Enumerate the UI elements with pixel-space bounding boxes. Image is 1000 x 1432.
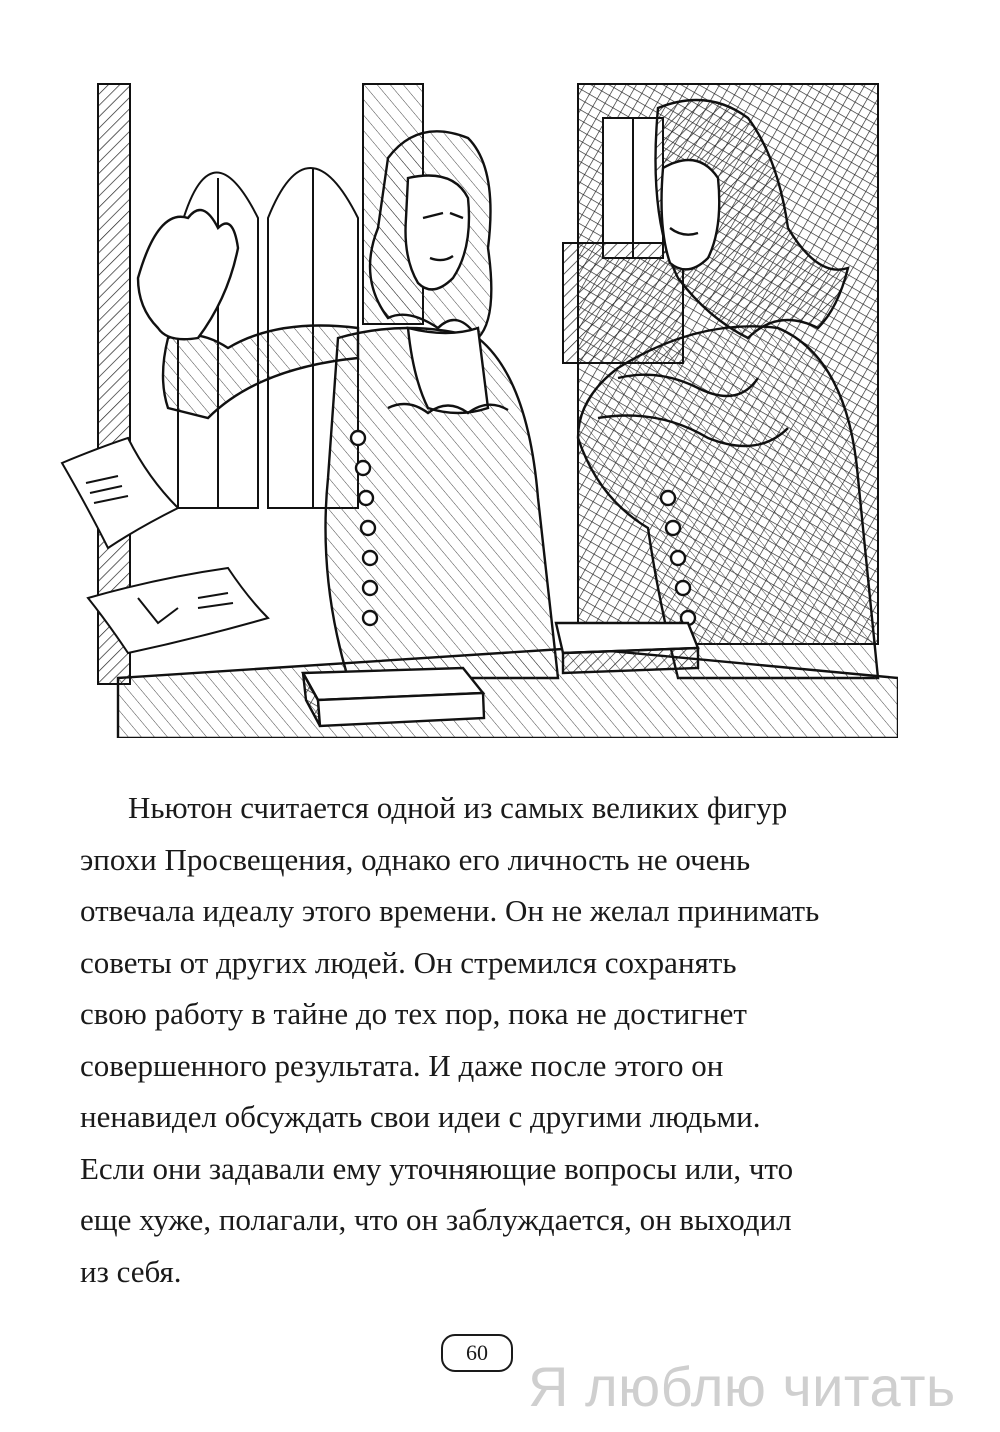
paragraph-line: еще хуже, полагали, что он заблуждается, он выходил <box>80 1202 792 1237</box>
paragraph-line: свою работу в тайне до тех пор, пока не достигнет <box>80 996 747 1031</box>
paragraph-line: Ньютон считается одной из самых великих фигур <box>128 790 788 825</box>
paragraph-line: Если они задавали ему уточняющие вопросы или, что <box>80 1150 794 1186</box>
illustration <box>58 78 898 738</box>
watermark: Я люблю читать <box>528 1355 956 1418</box>
paragraph-line: из себя. <box>80 1253 182 1289</box>
newton-conversation-drawing <box>58 78 898 738</box>
paragraph-line: эпохи Просвещения, однако его личность не очень <box>80 841 751 877</box>
paragraph-line: советы от других людей. Он стремился сохранять <box>80 944 737 980</box>
paragraph-line: ненавидел обсуждать свои идеи с другими людьми. <box>80 1099 761 1134</box>
page-number: 60 <box>441 1334 513 1372</box>
paragraph-line: совершенного результата. И даже после этого он <box>80 1047 724 1083</box>
paragraph-line: отвечала идеалу этого времени. Он не желал принимать <box>80 893 820 928</box>
body-paragraph <box>80 782 900 1297</box>
